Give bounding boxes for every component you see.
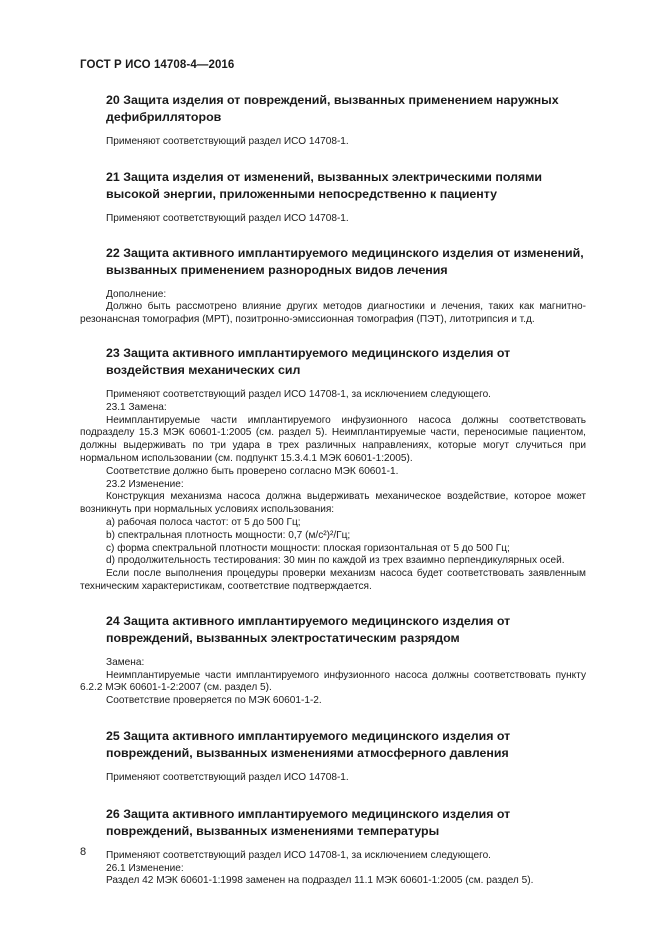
page-content bbox=[80, 92, 586, 888]
page-number: 8 bbox=[80, 846, 87, 858]
paragraph: Применяют соответствующий раздел ИСО 14708-1. bbox=[106, 136, 349, 147]
section-25 bbox=[80, 728, 586, 785]
paragraph: Дополнение: bbox=[106, 288, 167, 300]
list-item: d) продолжительность тестирования: 30 мин по каждой из трех взаимно перпендикулярных осей. bbox=[106, 555, 565, 567]
paragraph: Должно быть рассмотрено влияние других методов диагностики и лечения, таких как магнитно-резонансная томография (МРТ), позитронно-эмиссионная томография (ПЭТ), литотрипсия и т.д. bbox=[80, 301, 586, 326]
section-title: 26 Защита активного имплантируемого медицинского изделия от повреждений, вызванных изменениями температуры bbox=[106, 806, 511, 838]
page-header-doc-code: ГОСТ Р ИСО 14708-4—2016 bbox=[80, 59, 235, 71]
section-24 bbox=[80, 613, 586, 708]
paragraph: Применяют соответствующий раздел ИСО 14708-1, за исключением следующего. bbox=[106, 849, 491, 861]
section-21 bbox=[80, 169, 586, 226]
section-body bbox=[80, 389, 586, 594]
paragraph: 23.2 Изменение: bbox=[106, 478, 184, 490]
section-title: 22 Защита активного имплантируемого медицинского изделия от изменений, вызванных применением разнородных видов лечения bbox=[106, 245, 584, 277]
section-22 bbox=[80, 245, 586, 327]
paragraph: Соответствие проверяется по МЭК 60601-1-2. bbox=[106, 695, 322, 707]
section-body bbox=[80, 850, 586, 888]
list-item: b) спектральная плотность мощности: 0,7 (м/с²)²/Гц; bbox=[106, 529, 351, 541]
section-body bbox=[80, 289, 586, 327]
section-23 bbox=[80, 345, 586, 594]
section-title: 20 Защита изделия от повреждений, вызванных применением наружных дефибрилляторов bbox=[106, 93, 559, 124]
section-body bbox=[80, 657, 586, 708]
section-title: 21 Защита изделия от изменений, вызванных электрическими полями высокой энергии, приложенными непосредственно к пациенту bbox=[106, 169, 542, 201]
section-body bbox=[80, 136, 586, 149]
paragraph: Конструкция механизма насоса должна выдерживать механическое воздействие, которое может возникнуть при нормальных условиях использования: bbox=[80, 491, 586, 516]
paragraph: Применяют соответствующий раздел ИСО 14708-1. bbox=[106, 212, 349, 224]
paragraph: Раздел 42 МЭК 60601-1:1998 заменен на подраздел 11.1 МЭК 60601-1:2005 (см. раздел 5). bbox=[106, 875, 534, 887]
paragraph: Замена: bbox=[106, 656, 145, 668]
paragraph: Применяют соответствующий раздел ИСО 14708-1. bbox=[106, 771, 349, 783]
list-item: a) рабочая полоса частот: от 5 до 500 Гц; bbox=[106, 516, 301, 528]
list-item: c) форма спектральной плотности мощности: плоская горизонтальная от 5 до 500 Гц; bbox=[106, 542, 510, 554]
paragraph: 23.1 Замена: bbox=[106, 401, 167, 413]
section-title: 25 Защита активного имплантируемого медицинского изделия от повреждений, вызванных изменениями атмосферного давления bbox=[106, 728, 511, 760]
paragraph: Если после выполнения процедуры проверки механизм насоса будет соответствовать заявленным техническим характеристикам, соответствие подтверждается. bbox=[80, 568, 586, 592]
section-body bbox=[80, 772, 586, 785]
paragraph: Соответствие должно быть проверено согласно МЭК 60601-1. bbox=[106, 465, 399, 477]
paragraph: Неимплантируемые части имплантируемого инфузионного насоса должны соответствовать подразделу 15.3 МЭК 60601-1:2005 (см. раздел 5). Неимплантируемые части, переносимые пациентом, должны выдерживать по три удара в трех различных направлениях, которые могут случиться при нормальном использовании (см. подпункт 15.3.4.1 МЭК 60601-1:2005). bbox=[80, 414, 586, 464]
paragraph: 26.1 Изменение: bbox=[106, 862, 184, 874]
section-20 bbox=[80, 92, 586, 149]
paragraph: Неимплантируемые части имплантируемого инфузионного насоса должны соответствовать пункту 6.2.2 МЭК 60601-1-2:2007 (см. раздел 5). bbox=[80, 669, 586, 694]
section-title: 24 Защита активного имплантируемого медицинского изделия от повреждений, вызванных электростатическим разрядом bbox=[106, 613, 511, 645]
section-title: 23 Защита активного имплантируемого медицинского изделия от воздействия механических сил bbox=[106, 345, 511, 377]
section-26 bbox=[80, 806, 586, 888]
paragraph: Применяют соответствующий раздел ИСО 14708-1, за исключением следующего. bbox=[106, 388, 491, 400]
section-body bbox=[80, 213, 586, 226]
